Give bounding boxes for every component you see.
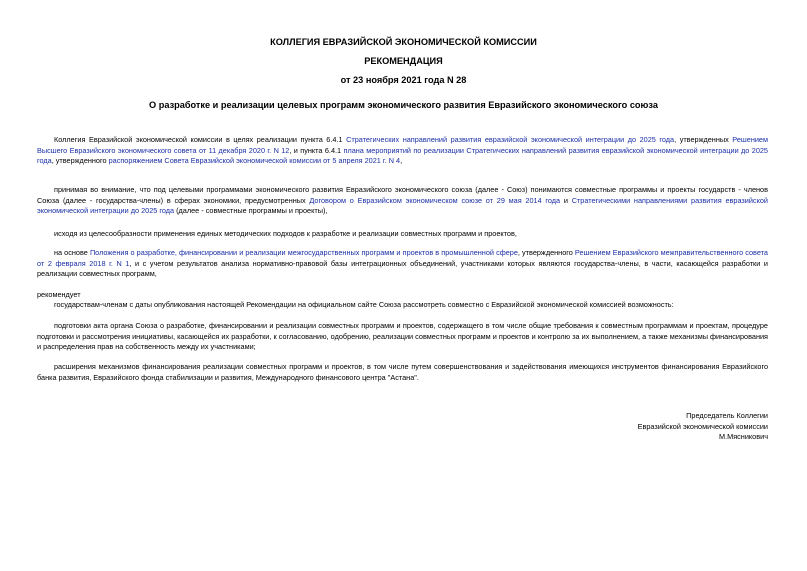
link-strategic-directions-2[interactable]: Стратегическими направлениями развития евразийской экономической интеграции до 2025 года: [37, 195, 768, 215]
text: , и с учетом результатов анализа нормативно-правовой базы интеграционных объединений, участниками которых являются государства-члены, в части, касающейся разработки и реализации совместных программ,: [37, 258, 768, 278]
paragraph-considering: [37, 185, 768, 217]
text: , утвержденного: [51, 156, 109, 165]
paragraph-basis: [37, 248, 768, 280]
org-name: КОЛЛЕГИЯ ЕВРАЗИЙСКОЙ ЭКОНОМИЧЕСКОЙ КОМИССИИ: [270, 37, 537, 47]
text: принимая во внимание, что под целевыми программами экономического развития Евразийского экономического союза (далее - Союз) понимаются совместные программы и проекты государств - членов Союза (далее - государства-члены) в сферах экономики, предусмотренных: [37, 185, 768, 205]
document-date: от 23 ноября 2021 года N 28: [340, 75, 467, 85]
text: расширения механизмов финансирования реализации совместных программ и проектов, в том числе путем совершенствования и задействования имеющихся инструментов финансирования Евразийского банка развития, Евразийского фонда стабилизации и развития, Международного финансового центра "Астана".: [37, 362, 768, 382]
paragraph-methodology: [37, 229, 768, 240]
text: ,: [400, 156, 403, 165]
text: Коллегия Евразийской экономической комиссии в целях реализации пункта 6.4.1: [54, 135, 347, 144]
text: (далее - совместные программы и проекты),: [174, 206, 328, 215]
link-council-order[interactable]: распоряжением Совета Евразийской экономической комиссии от 5 апреля 2021 г. N 4: [108, 156, 401, 165]
signature-organization: Евразийской экономической комиссии: [637, 421, 768, 431]
signature-block: [518, 411, 768, 443]
text: подготовки акта органа Союза о разработке, финансировании и реализации совместных программ и проектов, содержащего в том числе общие требования к совместным программам и проектам, процедуре подготовки и рассмотрения инициативы, касающейся их разработки, к согласованию, одобрению, реализации совместных программ и проектов и контролю за их выполнением, а также механизмы финансирования и распределения прав на собственность между их участниками;: [37, 321, 768, 351]
text: , и пункта 6.4.1: [289, 145, 344, 155]
link-action-plan[interactable]: плана мероприятий по реализации Стратегических направлений развития евразийской экономической интеграции до 2025 года: [37, 145, 768, 165]
paragraph-member-states: [37, 300, 768, 311]
text: и: [560, 195, 572, 205]
text: , утвержденного: [517, 248, 575, 257]
text: на основе: [54, 248, 90, 257]
paragraph-recommends: [37, 290, 768, 301]
paragraph-financing: [37, 362, 768, 383]
text: исходя из целесообразности применения единых методических подходов к разработке и реализации совместных программ и проектов,: [54, 229, 517, 238]
document-title: О разработке и реализации целевых программ экономического развития Евразийского экономического союза: [149, 100, 658, 110]
signature-position: Председатель Коллегии: [686, 411, 768, 420]
link-intergovernmental-decision[interactable]: Решением Евразийского межправительственного совета от 2 февраля 2018 г. N 1: [37, 248, 768, 268]
text: рекомендует: [37, 290, 81, 299]
paragraph-preamble: [37, 135, 768, 167]
link-eaeu-treaty[interactable]: Договором о Евразийском экономическом союзе от 29 мая 2014 года: [309, 195, 561, 205]
signature-name: М.Мясникович: [719, 432, 768, 441]
link-supreme-council-decision[interactable]: Решением Высшего Евразийского экономического совета от 11 декабря 2020 г. N 12: [37, 135, 768, 155]
text: , утвержденных: [674, 135, 733, 144]
text: государствам-членам с даты опубликования настоящей Рекомендации на официальном сайте Союза рассмотреть совместно с Евразийской экономической комиссией возможность:: [54, 300, 674, 309]
paragraph-act-preparation: [37, 321, 768, 353]
document-type: РЕКОМЕНДАЦИЯ: [364, 56, 443, 66]
link-strategic-directions[interactable]: Стратегических направлений развития евразийской экономической интеграции до 2025 года: [346, 135, 675, 144]
link-regulation[interactable]: Положения о разработке, финансировании и реализации межгосударственных программ и проектов в промышленной сфере: [89, 248, 518, 257]
